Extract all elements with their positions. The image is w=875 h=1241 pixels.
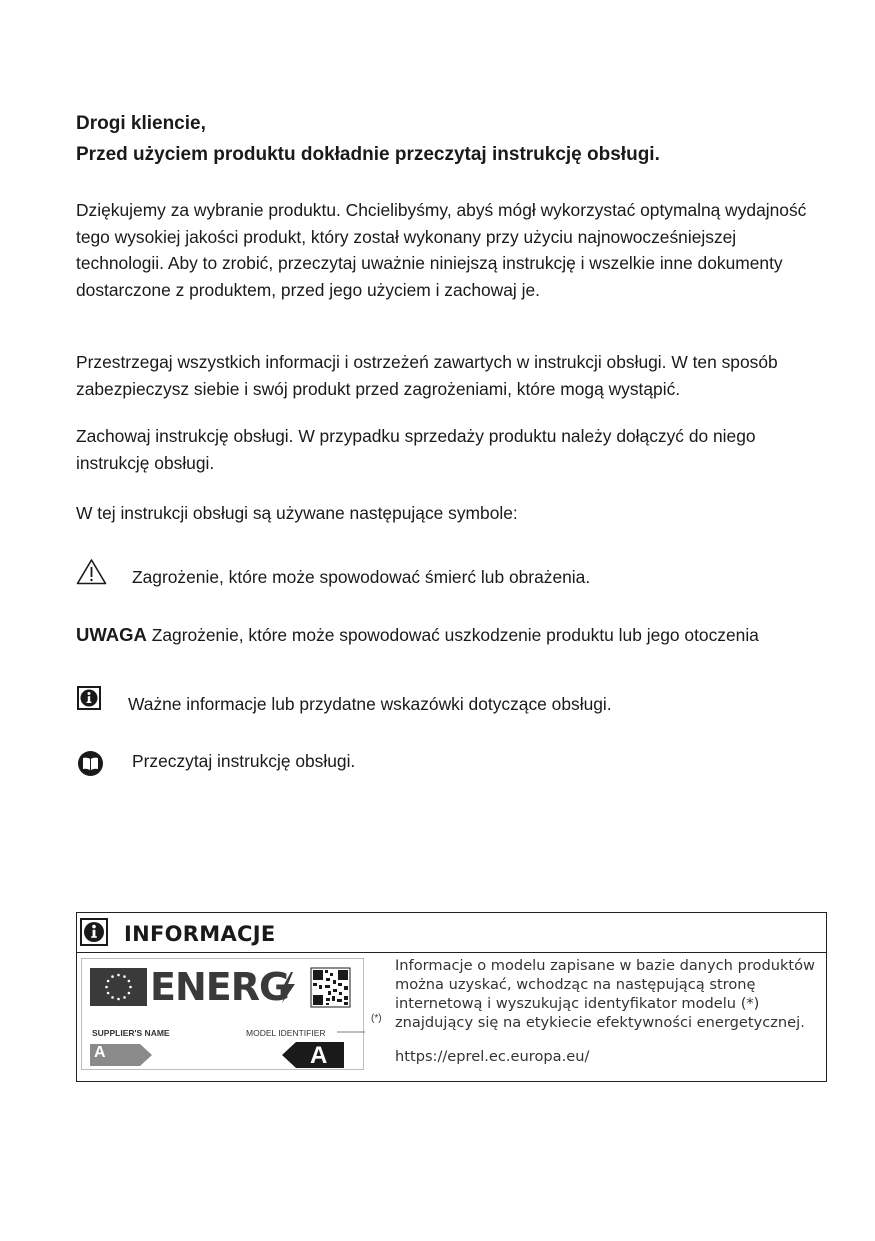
- info-header-icon: [80, 918, 108, 946]
- caution-label: UWAGA: [76, 624, 147, 645]
- energy-label-word: ENERG: [150, 965, 290, 1009]
- information-header: [77, 913, 826, 953]
- qr-code-icon: [311, 968, 350, 1007]
- warnings-paragraph: Przestrzegaj wszystkich informacji i ostrzeżeń zawartych w instrukcji obsługi. W ten sposób zabezpieczysz siebie i swój produkt przed zagrożeniami, które mogą wystąpić.: [76, 352, 778, 399]
- read-manual-heading: Przed użyciem produktu dokładnie przeczytaj instrukcję obsługi.: [76, 144, 660, 165]
- book-icon: [77, 750, 104, 777]
- information-title: INFORMACJE: [124, 922, 276, 946]
- warning-triangle-icon: [76, 558, 107, 585]
- energy-label-image: [81, 958, 364, 1070]
- info-symbol-text: Ważne informacje lub przydatne wskazówki dotyczące obsługi.: [128, 694, 612, 714]
- greeting-heading: Drogi kliencie,: [76, 113, 206, 134]
- manual-symbol-text: Przeczytaj instrukcję obsługi.: [132, 751, 356, 771]
- symbols-intro-paragraph: W tej instrukcji obsługi są używane następujące symbole:: [76, 503, 518, 523]
- model-identifier-mark: (*): [371, 1013, 382, 1024]
- model-identifier-label: MODEL IDENTIFIER: [246, 1028, 326, 1038]
- supplier-name-label: SUPPLIER'S NAME: [92, 1028, 170, 1038]
- warning-symbol-text: Zagrożenie, które może spowodować śmierć lub obrażenia.: [132, 567, 591, 587]
- energy-class-right: A: [310, 1042, 328, 1069]
- caution-paragraph: [76, 620, 796, 650]
- information-text: Informacje o modelu zapisane w bazie danych produktów można uzyskać, wchodząc na następującą stronę internetową i wyszukując identyfikator modelu (*) znajdujący się na etykiecie efektywności energetycznej.: [395, 957, 815, 1031]
- intro-paragraph: Dziękujemy za wybranie produktu. Chcielibyśmy, abyś mógł wykorzystać optymalną wydajność tego wysokiej jakości produkt, który został wykonany przy użyciu najnowocześniejszej technologii. Aby to zrobić, przeczytaj uważnie niniejszą instrukcję i wszelkie inne dokumenty dostarczone z produktem, przed jego użyciem i zachowaj je.: [76, 200, 807, 300]
- keep-manual-paragraph: Zachowaj instrukcję obsługi. W przypadku sprzedaży produktu należy dołączyć do niego instrukcję obsługi.: [76, 426, 756, 473]
- eprel-link[interactable]: https://eprel.ec.europa.eu/: [395, 1048, 590, 1065]
- information-box: [76, 912, 827, 1082]
- caution-text: Zagrożenie, które może spowodować uszkodzenie produktu lub jego otoczenia: [146, 625, 759, 645]
- info-icon: [77, 686, 101, 710]
- energy-class-left: A: [94, 1044, 106, 1061]
